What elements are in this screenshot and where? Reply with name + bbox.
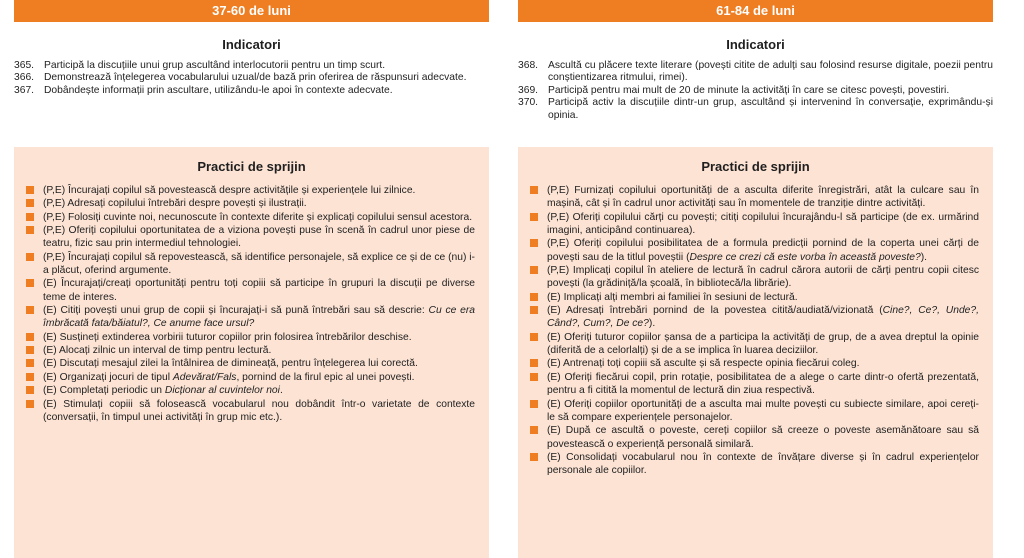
indicators-list [14,60,489,97]
square-bullet-icon [26,226,34,234]
practice-item: (E) Consolidați vocabularul nou în contexte de învățare diverse și în cadrul experiențelor personale ale copiilor. [530,451,979,478]
support-practices-panel [518,147,993,558]
square-bullet-icon [530,293,538,301]
indicators-list [518,60,993,122]
square-bullet-icon [26,333,34,341]
practice-item: (E) Oferiți copiilor oportunități de a asculta mai multe povești cu subiecte similare, apoi cereți-le să compare experiențele personajelor. [530,398,979,425]
square-bullet-icon [530,266,538,274]
practice-item: (E) Susțineți extinderea vorbirii tuturor copiilor prin folosirea întrebărilor deschise. [26,331,475,344]
practice-item: (E) Discutați mesajul zilei la întâlnirea de dimineață, pentru înțelegerea lui corectă. [26,357,475,370]
left-column [14,0,489,97]
indicator-number: 370. [518,97,539,109]
practice-item: (P,E) Oferiți copilului cărți cu povești; citiți copilului încurajându-l să participe (de ex. urmărind imagini, anticipând continuarea). [530,211,979,238]
right-column [518,0,993,122]
indicator-text: Dobândește informații prin ascultare, utilizându-le apoi în contexte adecvate. [44,84,393,96]
support-practices-panel [14,147,489,558]
square-bullet-icon [26,400,34,408]
practice-item: (E) Citiți povești unui grup de copii și încurajați-i să pună întrebări sau să descrie: Cu ce era îmbrăcată fata/băiatul?, Ce anume face ursul? [26,304,475,331]
square-bullet-icon [530,333,538,341]
indicators-title: Indicatori [222,37,281,52]
practice-item: (P,E) Oferiți copilului oportunitatea de a viziona povești puse în scenă în cadrul unor piese de teatru, fizic sau prin intermediul tehnologiei. [26,224,475,251]
practice-item: (P,E) Încurajați copilul să povestească despre activitățile și experiențele lui zilnice. [26,184,475,197]
indicator-text: Participă activ la discuțiile dintr-un grup, ascultând și intervenind în conversație, exprimându-și opinia. [548,97,993,121]
practice-item: (E) Oferiți tuturor copiilor șansa de a participa la activități de grup, de a avea dreptul la opinie (diferită de a celorlalți) și de a se implica în luarea deciziilor. [530,331,979,358]
indicator-number: 368. [518,60,539,71]
indicator-item [518,60,993,85]
square-bullet-icon [530,239,538,247]
practice-item: (E) Încurajați/creați oportunități pentru toți copiii să participe în grupuri la discuții pe diverse teme de interes. [26,277,475,304]
practice-item: (P,E) Folosiți cuvinte noi, necunoscute în contexte diferite și explicați copilului sensul acestora. [26,211,475,224]
indicator-number: 369. [518,84,539,96]
practice-item: (E) Organizați jocuri de tipul Adevărat/Fals, pornind de la firul epic al unei povești. [26,371,475,384]
practice-item: (E) După ce ascultă o poveste, cereți copiilor să creeze o poveste asemănătoare sau să povestească o experiență personală similară. [530,424,979,451]
square-bullet-icon [530,306,538,314]
indicator-item [14,72,489,84]
practice-item: (E) Oferiți fiecărui copil, prin rotație, posibilitatea de a alege o carte dintr-o ofertă prezentată, pentru a fi citită la momentul de lectură din ziua respectivă. [530,371,979,398]
square-bullet-icon [530,186,538,194]
practices-list [518,184,993,478]
practice-item: (E) Adresați întrebări pornind de la povestea citită/audiată/vizionată (Cine?, Ce?, Unde?, Când?, Cum?, De ce?). [530,304,979,331]
square-bullet-icon [26,199,34,207]
practice-item: (P,E) Adresați copilului întrebări despre povești și ilustrații. [26,197,475,210]
square-bullet-icon [530,213,538,221]
indicator-number: 365. [14,60,35,71]
square-bullet-icon [26,373,34,381]
age-group-header: 61-84 de luni [518,0,993,22]
practice-item: (E) Stimulați copiii să folosească vocabularul nou dobândit într-o varietate de contexte (conversații, în timpul unei activități în grup mic etc.). [26,398,475,425]
indicator-item [518,85,993,97]
practice-item: (P,E) Oferiți copilului posibilitatea de a formula predicții pornind de la coperta unei cărți de povești sau de la titlul poveștii (Despre ce crezi că este vorba în această poveste?). [530,237,979,264]
square-bullet-icon [530,359,538,367]
practice-item: (P,E) Încurajați copilul să repovestească, să identifice personajele, să explice ce și de ce (nu) i-a plăcut, oferind argumente. [26,251,475,278]
square-bullet-icon [530,373,538,381]
indicator-text: Participă la discuțiile unui grup ascultând interlocutorii pentru un timp scurt. [44,60,386,71]
support-practices-title: Practici de sprijin [701,159,810,174]
indicator-item [14,60,489,72]
practices-list [14,184,489,424]
square-bullet-icon [26,386,34,394]
indicator-number: 366. [14,72,35,84]
square-bullet-icon [26,346,34,354]
indicator-item [14,85,489,97]
practice-item: (E) Implicați alți membri ai familiei în sesiuni de lectură. [530,291,979,304]
indicator-item [518,97,993,122]
indicators-title: Indicatori [726,37,785,52]
indicator-text: Ascultă cu plăcere texte literare (povești citite de adulți sau folosind resurse digitale, poezii pentru conștientizarea ritmului, rimei). [548,60,993,84]
square-bullet-icon [530,426,538,434]
square-bullet-icon [26,253,34,261]
square-bullet-icon [26,186,34,194]
support-practices-title: Practici de sprijin [197,159,306,174]
practice-item: (E) Antrenați toți copiii să asculte și să respecte opinia fiecărui coleg. [530,357,979,370]
square-bullet-icon [26,359,34,367]
square-bullet-icon [530,453,538,461]
indicator-text: Demonstrează înțelegerea vocabularului uzual/de bază prin oferirea de răspunsuri adecvate. [44,72,467,84]
practice-item: (E) Completați periodic un Dicționar al cuvintelor noi. [26,384,475,397]
practice-item: (E) Alocați zilnic un interval de timp pentru lectură. [26,344,475,357]
square-bullet-icon [26,306,34,314]
practice-item: (P,E) Furnizați copilului oportunități de a asculta diferite înregistrări, atât la culcare sau în mașină, cât și în cadrul unor activități sau în momentele de tranziție dintre activități. [530,184,979,211]
square-bullet-icon [26,279,34,287]
square-bullet-icon [530,400,538,408]
square-bullet-icon [26,213,34,221]
practice-item: (P,E) Implicați copilul în ateliere de lectură în cadrul cărora autorii de cărți pentru copii citesc povești (la grădiniță/la școală, în bibliotecă/la librărie). [530,264,979,291]
indicator-number: 367. [14,84,35,96]
age-group-header: 37-60 de luni [14,0,489,22]
indicator-text: Participă pentru mai mult de 20 de minute la activități în care se citesc povești, povestiri. [548,84,950,96]
